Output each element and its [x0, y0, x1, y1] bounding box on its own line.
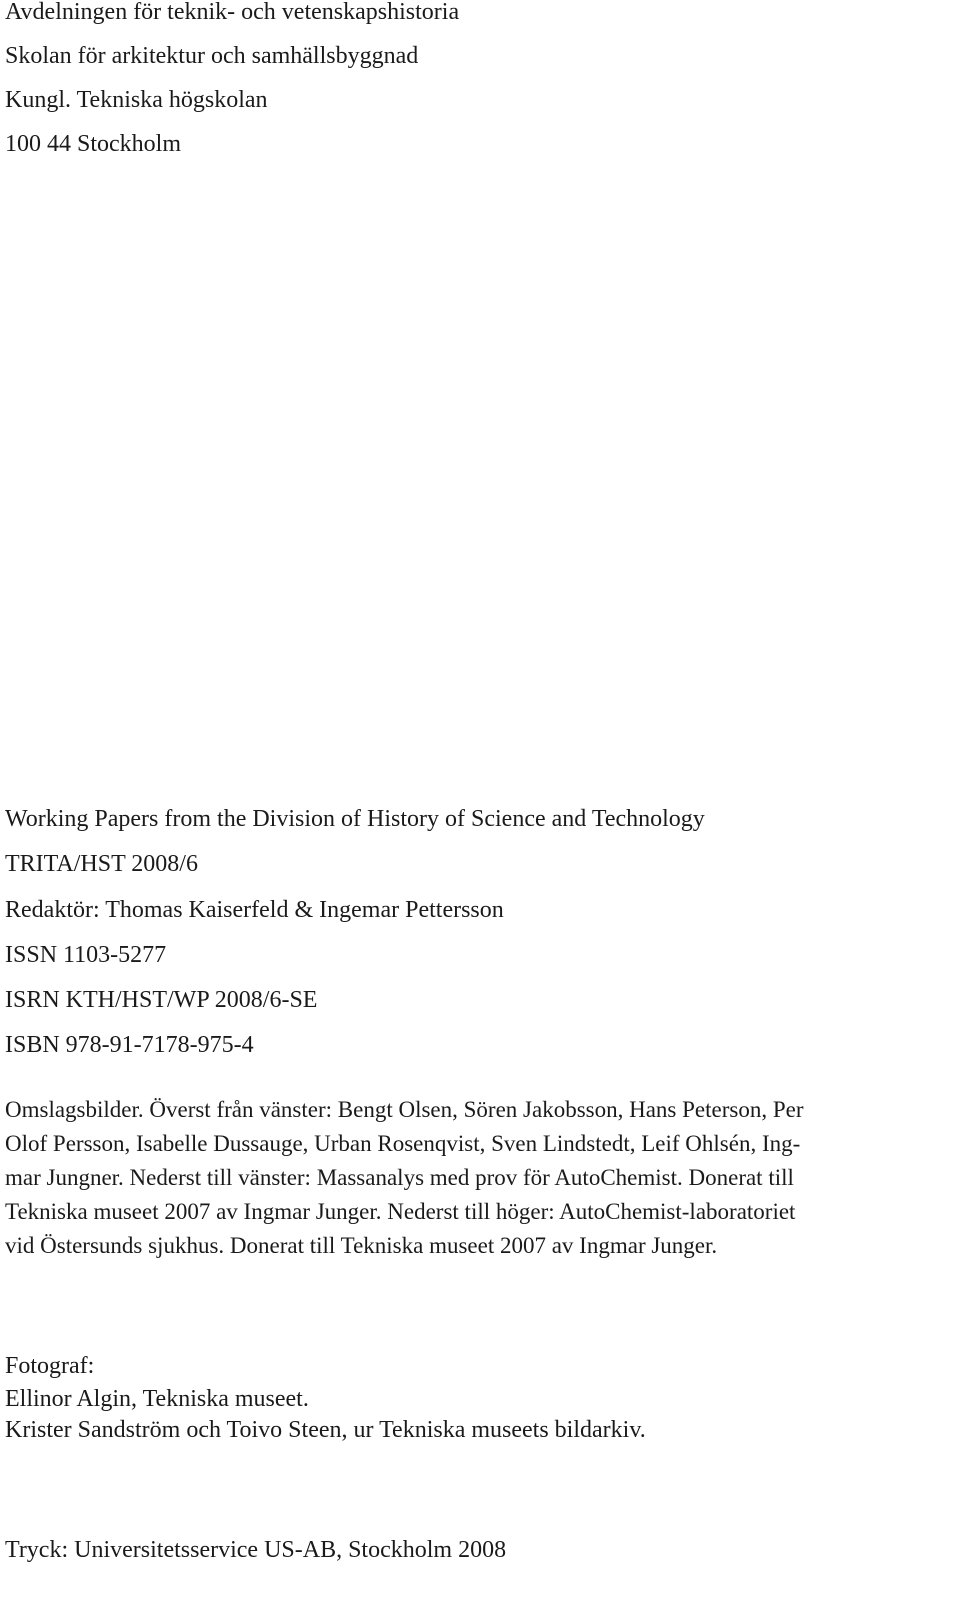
cover-caption-line: mar Jungner. Nederst till vänster: Massanalys med prov för AutoChemist. Donerat till: [5, 1165, 794, 1190]
issn: ISSN 1103-5277: [5, 942, 167, 968]
series-title: Working Papers from the Division of History of Science and Technology: [5, 806, 705, 832]
cover-caption-line: Omslagsbilder. Överst från vänster: Bengt Olsen, Sören Jakobsson, Hans Peterson, Per: [5, 1097, 804, 1122]
photographer-line: Ellinor Algin, Tekniska museet.: [5, 1386, 309, 1412]
print-info: Tryck: Universitetsservice US-AB, Stockholm 2008: [5, 1537, 507, 1563]
cover-caption-line: Tekniska museet 2007 av Ingmar Junger. Nederst till höger: AutoChemist-laboratoriet: [5, 1199, 796, 1224]
cover-caption: [5, 1093, 945, 1263]
isrn: ISRN KTH/HST/WP 2008/6-SE: [5, 987, 318, 1013]
editors: Redaktör: Thomas Kaiserfeld & Ingemar Pettersson: [5, 897, 504, 923]
address-line-department: Avdelningen för teknik- och vetenskapshistoria: [5, 0, 460, 25]
cover-caption-line: vid Östersunds sjukhus. Donerat till Tekniska museet 2007 av Ingmar Junger.: [5, 1233, 718, 1258]
address-line-postal: 100 44 Stockholm: [5, 131, 182, 157]
address-line-school: Skolan för arkitektur och samhällsbyggnad: [5, 43, 419, 69]
photographer-line: Krister Sandström och Toivo Steen, ur Tekniska museets bildarkiv.: [5, 1417, 646, 1443]
isbn: ISBN 978-91-7178-975-4: [5, 1032, 254, 1058]
cover-caption-line: Olof Persson, Isabelle Dussauge, Urban Rosenqvist, Sven Lindstedt, Leif Ohlsén, Ing-: [5, 1131, 801, 1156]
address-line-university: Kungl. Tekniska högskolan: [5, 87, 268, 113]
photographer-heading: Fotograf:: [5, 1353, 95, 1379]
report-number: TRITA/HST 2008/6: [5, 851, 198, 877]
